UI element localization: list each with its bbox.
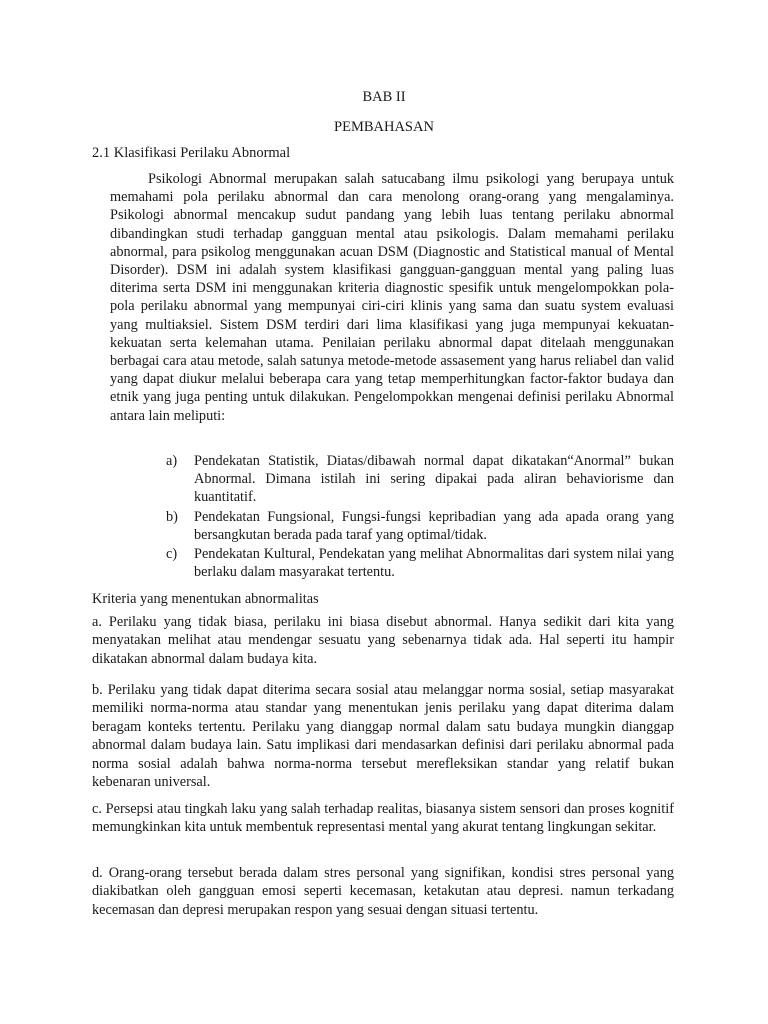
intro-paragraph-text: Psikologi Abnormal merupakan salah satucabang ilmu psikologi yang berupaya untuk memahami pola perilaku abnormal dan cara menolong orang-orang yang mengalaminya. Psikologi abnormal mencakup sudut pandang yang lebih luas tentang perilaku abnormal dibandingkan studi terhadap gangguan mental atau psikologis. Dalam memahami perilaku abnormal, para psikolog menggunakan acuan DSM (Diagnostic and Statistical manual of Mental Disorder). DSM ini adalah system klasifikasi gangguan-gangguan mental yang paling luas diterima serta DSM ini menggunakan kriteria diagnostic spesifik untuk mengelompokkan pola-pola perilaku abnormal yang mempunyai ciri-ciri klinis yang sama dan suatu system evaluasi yang multiaksiel. Sistem DSM terdiri dari lima klasifikasi yang juga mempunyai kekuatan-kekuatan serta kelemahan utama. Penilaian perilaku abnormal dapat ditelaah menggunakan berbagai cara atau metode, salah satunya metode-metode assasement yang harus reliabel dan valid yang dapat diukur melalui beberapa cara yang tetap memperhitungkan factor-faktor budaya dan etnik yang juga penting untuk dilakukan. Pengelompokkan mengenai definisi perilaku Abnormal antara lain meliputi: bbox=[110, 171, 674, 424]
criteria-paragraph-b: b. Perilaku yang tidak dapat diterima secara sosial atau melanggar norma sosial, setiap masyarakat memiliki norma-norma atau standar yang menentukan jenis perilaku yang dapat diterima dalam beragam konteks tertentu. Perilaku yang dianggap normal dalam satu budaya mungkin dianggap abnormal dalam budaya lain. Satu implikasi dari mendasarkan definisi dari perilaku abnormal pada norma sosial adalah bahwa norma-norma tersebut merefleksikan standar yang relatif bukan kebenaran universal. bbox=[92, 682, 674, 791]
list-item bbox=[166, 545, 674, 581]
list-marker: c) bbox=[166, 546, 178, 563]
list-item-text: Pendekatan Statistik, Diatas/dibawah normal dapat dikatakan“Anormal” bukan Abnormal. Dimana istilah ini sering dipakai pada aliran behaviorisme dan kuantitatif. bbox=[194, 453, 674, 506]
section-heading: 2.1 Klasifikasi Perilaku Abnormal bbox=[92, 145, 291, 161]
criteria-paragraph-a: a. Perilaku yang tidak biasa, perilaku ini biasa disebut abnormal. Hanya sedikit dari kita yang menyatakan melihat atau mendengar sesuatu yang sebenarnya tidak ada. Hal seperti itu hampir dikatakan abnormal dalam budaya kita. bbox=[92, 614, 674, 667]
criteria-heading: Kriteria yang menentukan abnormalitas bbox=[92, 591, 319, 607]
chapter-number: BAB II bbox=[362, 89, 406, 105]
criteria-paragraph-c: c. Persepsi atau tingkah laku yang salah terhadap realitas, biasanya sistem sensori dan proses kognitif memungkinkan kita untuk membentuk representasi mental yang akurat tentang lingkungan sekitar. bbox=[92, 801, 674, 836]
list-item-text: Pendekatan Fungsional, Fungsi-fungsi kepribadian yang ada apada orang yang bersangkutan berada pada taraf yang optimal/tidak. bbox=[194, 508, 674, 543]
list-item-text: Pendekatan Kultural, Pendekatan yang melihat Abnormalitas dari system nilai yang berlaku dalam masyarakat tertentu. bbox=[194, 546, 674, 581]
criteria-paragraph-d: d. Orang-orang tersebut berada dalam stres personal yang signifikan, kondisi stres personal yang diakibatkan oleh gangguan emosi seperti kecemasan, ketakutan atau depresi. namun terkadang kecemasan dan depresi merupakan respon yang sesuai dengan situasi tertentu. bbox=[92, 865, 674, 918]
list-item bbox=[166, 452, 674, 507]
chapter-title: PEMBAHASAN bbox=[334, 119, 434, 135]
list-marker: b) bbox=[166, 508, 178, 525]
approach-list bbox=[166, 452, 674, 582]
list-marker: a) bbox=[166, 453, 178, 469]
list-item bbox=[166, 508, 674, 544]
intro-paragraph bbox=[110, 170, 674, 425]
